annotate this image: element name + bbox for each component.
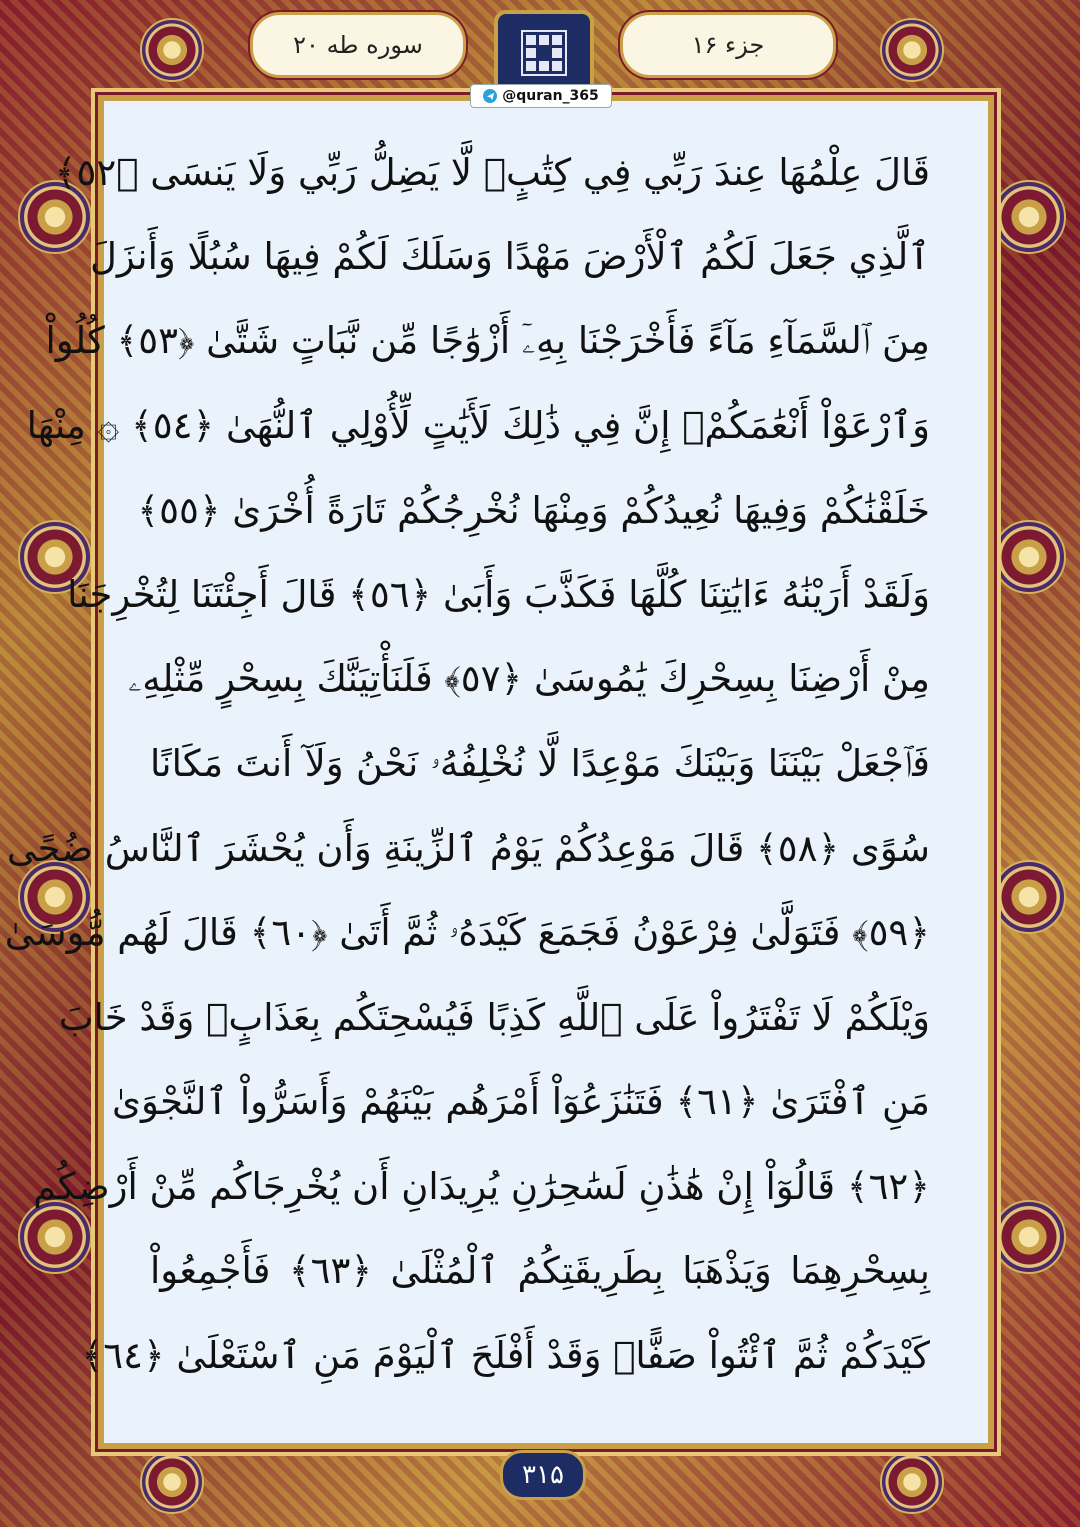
ornament-medallion-right-3 (992, 860, 1066, 934)
verse-line: فَٱجْعَلْ بَيْنَنَا وَبَيْنَكَ مَوْعِدًا لَّا نُخْلِفُهُۥ نَحْنُ وَلَآ أَنتَ مَكَانًا (150, 741, 930, 785)
verses-text (4, 130, 970, 1420)
verse-line: وَلَقَدْ أَرَيْنَٰهُ ءَايَٰتِنَا كُلَّهَا فَكَذَّبَ وَأَبَىٰ ﴿٥٦﴾ قَالَ أَجِئْتَنَا لِتُخْرِجَنَا (67, 573, 930, 617)
verse-line: ٱلَّذِي جَعَلَ لَكُمُ ٱلْأَرْضَ مَهْدًا وَسَلَكَ لَكُمْ فِيهَا سُبُلًا وَأَنزَلَ (89, 235, 930, 279)
verse-line: كَيْدَكُمْ ثُمَّ ٱئْتُواْ صَفًّاۚ وَقَدْ أَفْلَحَ ٱلْيَوْمَ مَنِ ٱسْتَعْلَىٰ ﴿٦٤﴾ (81, 1333, 930, 1377)
ornament-medallion-right-4 (992, 1200, 1066, 1274)
verse-line: وَيْلَكُمْ لَا تَفْتَرُواْ عَلَى ٱللَّهِ كَذِبًا فَيُسْحِتَكُم بِعَذَابٍۖ وَقَدْ خَابَ (58, 995, 930, 1039)
ornament-medallion-bottom-right (880, 1450, 944, 1514)
surah-title: سوره طه ۲۰ (293, 31, 423, 59)
ornament-medallion-top-right (880, 18, 944, 82)
verse-line: بِسِحْرِهِمَا وَيَذْهَبَا بِطَرِيقَتِكُمُ ٱلْمُثْلَىٰ ﴿٦٣﴾ فَأَجْمِعُواْ (150, 1249, 930, 1293)
ornament-medallion-top-left (140, 18, 204, 82)
page-number: ۳۱۵ (500, 1450, 586, 1500)
verse-line: ﴿٥٩﴾ فَتَوَلَّىٰ فِرْعَوْنُ فَجَمَعَ كَيْدَهُۥ ثُمَّ أَتَىٰ ﴿٦٠﴾ قَالَ لَهُم مُّوسَىٰ (4, 910, 930, 954)
verse-line: مَنِ ٱفْتَرَىٰ ﴿٦١﴾ فَتَنَٰزَعُوٓاْ أَمْرَهُم بَيْنَهُمْ وَأَسَرُّواْ ٱلنَّجْوَىٰ (112, 1080, 930, 1124)
verse-line: ﴿٦٢﴾ قَالُوٓاْ إِنْ هَٰذَٰنِ لَسَٰحِرَٰنِ يُرِيدَانِ أَن يُخْرِجَاكُم مِّنْ أَرْضِكُم (33, 1164, 930, 1208)
verse-line: سُوًى ﴿٥٨﴾ قَالَ مَوْعِدُكُمْ يَوْمُ ٱلزِّينَةِ وَأَن يُحْشَرَ ٱلنَّاسُ ضُحًى (6, 826, 930, 870)
channel-handle: @quran_365 (502, 88, 599, 104)
verse-line: مِنَ ٱلسَّمَآءِ مَآءً فَأَخْرَجْنَا بِهِۦٓ أَزْوَٰجًا مِّن نَّبَاتٍ شَتَّىٰ ﴿٥٣﴾ كُلُواْ (45, 319, 930, 363)
verse-line: وَٱرْعَوْاْ أَنْعَٰمَكُمْۚ إِنَّ فِي ذَٰلِكَ لَأَيَٰتٍ لِّأُوْلِي ٱلنُّهَىٰ ﴿٥٤﴾ ۞ مِنْهَا (26, 404, 930, 448)
ornament-medallion-bottom-left (140, 1450, 204, 1514)
ornament-medallion-right-2 (992, 520, 1066, 594)
channel-tag[interactable] (470, 84, 612, 108)
ornament-medallion-right-1 (992, 180, 1066, 254)
juz-header (620, 12, 836, 78)
surah-header (250, 12, 466, 78)
telegram-icon (483, 89, 497, 103)
ornament-medallion-left-4 (18, 1200, 92, 1274)
verse-line: خَلَقْنَٰكُمْ وَفِيهَا نُعِيدُكُمْ وَمِنْهَا نُخْرِجُكُمْ تَارَةً أُخْرَىٰ ﴿٥٥﴾ (137, 488, 930, 532)
juz-title: جزء ۱۶ (691, 31, 765, 59)
verse-line: قَالَ عِلْمُهَا عِندَ رَبِّي فِي كِتَٰبٍۖ لَّا يَضِلُّ رَبِّي وَلَا يَنسَى ﴿٥٢﴾ (54, 150, 930, 194)
verse-line: مِنْ أَرْضِنَا بِسِحْرِكَ يَٰمُوسَىٰ ﴿٥٧﴾ فَلَنَأْتِيَنَّكَ بِسِحْرٍ مِّثْلِهِۦ (128, 657, 930, 701)
